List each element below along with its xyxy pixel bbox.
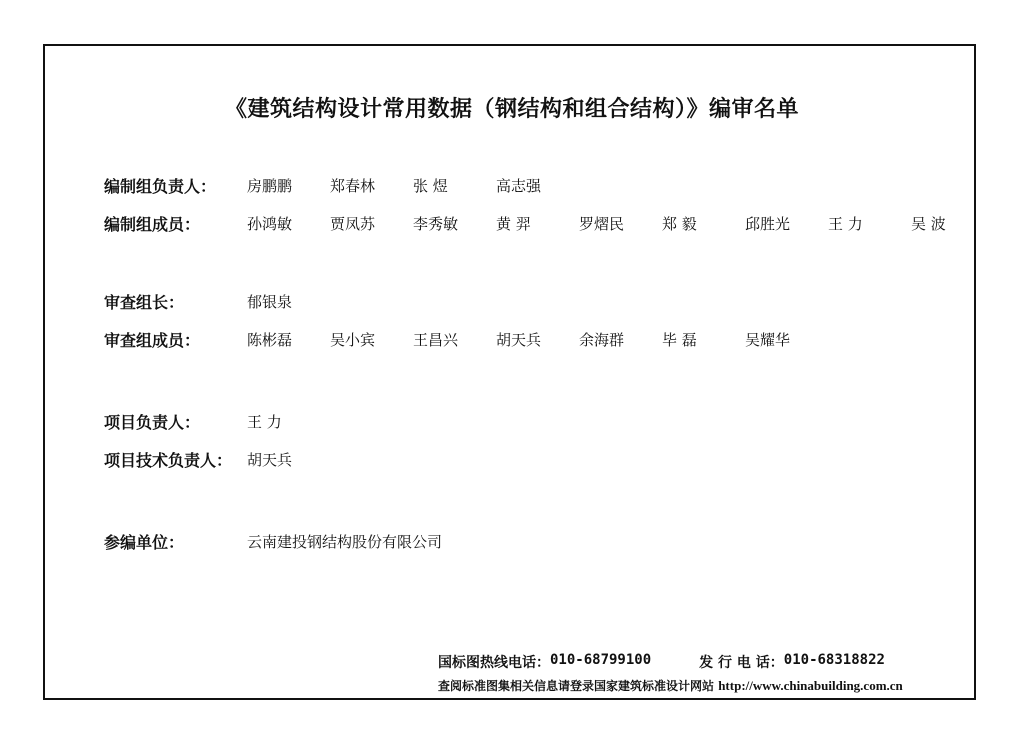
issue-phone-number: 010-68318822 [783,652,885,668]
organization-name: 云南建投钢结构股份有限公司 [247,532,443,551]
row-label: 参编单位： [104,532,185,552]
row-label: 审查组成员： [104,330,201,350]
issue-phone-label: 发 行 电 话： [699,655,784,671]
person-name: 孙鸿敏 [247,214,293,233]
person-name: 黄 羿 [496,214,531,233]
document-title: 《建筑结构设计常用数据（钢结构和组合结构）》编审名单 [224,97,799,122]
person-name: 吴耀华 [745,330,791,349]
row-label: 编制组负责人： [104,176,217,196]
names-list [247,411,330,432]
hotline-label: 国标图热线电话： [438,655,550,671]
names-list [247,329,828,350]
website-link[interactable]: http://www.chinabuilding.com.cn [718,678,903,693]
person-name: 毕 磊 [662,330,697,349]
hotline-number: 010-68799100 [550,652,652,668]
row-editor-members [104,211,961,235]
person-name: 高志强 [496,176,542,195]
person-name: 李秀敏 [413,214,459,233]
person-name: 胡天兵 [496,330,542,349]
person-name: 房鹏鹏 [247,176,293,195]
person-name: 张 煜 [413,176,448,195]
row-editor-leaders [104,173,579,197]
names-list [247,449,330,470]
names-list [247,291,330,312]
person-name: 王 力 [247,412,282,431]
person-name: 贾凤苏 [330,214,376,233]
row-label: 项目技术负责人： [104,450,233,470]
row-technical-leader [104,447,330,471]
person-name: 吴小宾 [330,330,376,349]
row-project-leader [104,409,330,433]
person-name: 郁银泉 [247,292,293,311]
person-name: 胡天兵 [247,450,293,469]
person-name: 王昌兴 [413,330,459,349]
row-participating-unit [104,529,442,553]
person-name: 吴 波 [911,214,946,233]
row-label: 项目负责人： [104,412,201,432]
person-name: 陈彬磊 [247,330,293,349]
page-border-frame [43,44,976,700]
contact-line [438,652,885,672]
person-name: 邱胜光 [745,214,791,233]
row-review-members [104,327,828,351]
names-list [247,175,579,196]
website-text: 查阅标准图集相关信息请登录国家建筑标准设计网站 [438,679,715,693]
row-review-leader [104,289,330,313]
person-name: 王 力 [828,214,863,233]
row-label: 编制组成员： [104,214,201,234]
names-list [247,531,442,552]
names-list [247,213,961,234]
person-name: 余海群 [579,330,625,349]
person-name: 罗熠民 [579,214,625,233]
row-label: 审查组长： [104,292,185,312]
person-name: 郑 毅 [662,214,697,233]
website-line [438,677,903,694]
person-name: 郑春林 [330,176,376,195]
